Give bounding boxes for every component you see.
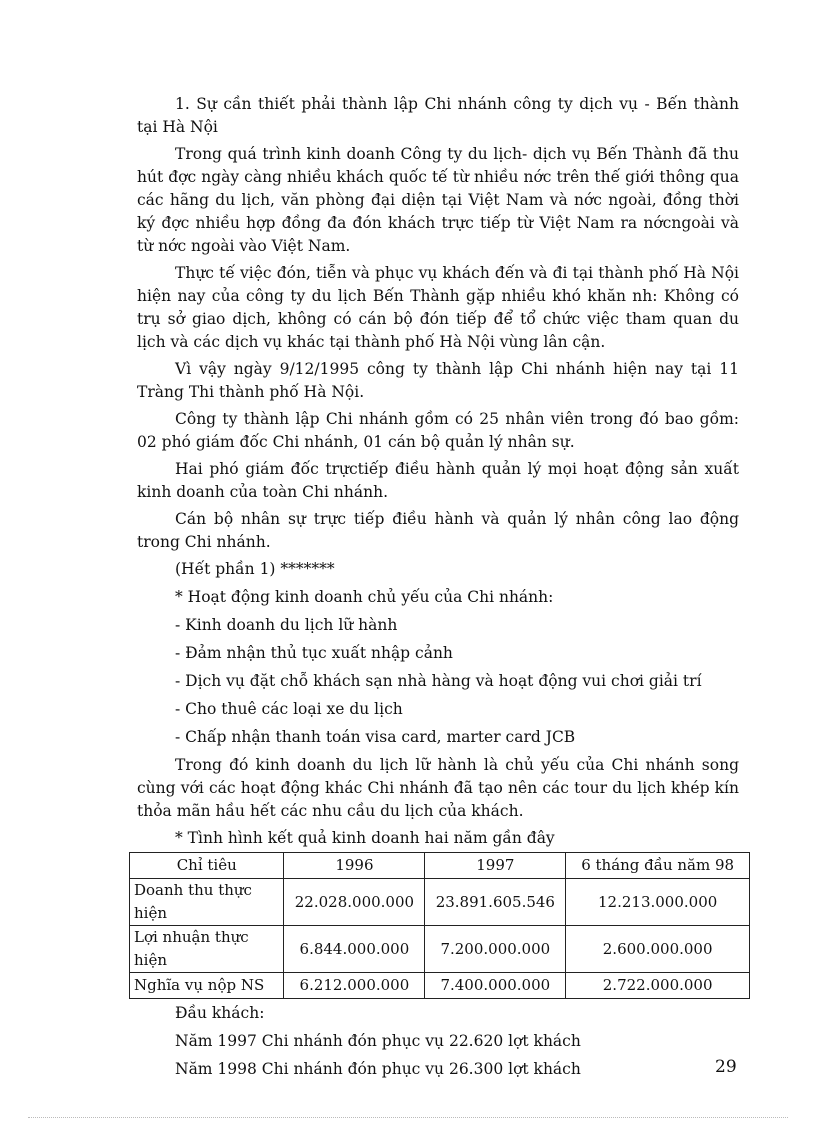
table-cell: Doanh thu thực hiện — [130, 879, 284, 926]
guest-count-line: Năm 1997 Chi nhánh đón phục vụ 22.620 lợt khách — [175, 1032, 581, 1050]
table-cell: 23.891.605.546 — [425, 879, 566, 926]
table-row — [130, 926, 750, 973]
table-header-cell: 1996 — [284, 853, 425, 879]
paragraph: Trong đó kinh doanh du lịch lữ hành là chủ yếu của Chi nhánh song cùng với các hoạt động khác Chi nhánh đã tạo nên các tour du lịch khép kín thỏa mãn hầu hết các nhu cầu du lịch của khách. — [137, 756, 739, 820]
list-item: - Kinh doanh du lịch lữ hành — [175, 616, 398, 634]
table-cell: 12.213.000.000 — [566, 879, 750, 926]
table-cell: 2.600.000.000 — [566, 926, 750, 973]
section-end-note: (Hết phần 1) ******* — [175, 560, 335, 578]
paragraph: Thực tế việc đón, tiễn và phục vụ khách đến và đi tại thành phố Hà Nội hiện nay của công ty du lịch Bến Thành gặp nhiều khó khăn nh: Không có trụ sở giao dịch, không có cán bộ đón tiếp để tổ chức việc tham quan du lịch và các dịch vụ khác tại thành phố Hà Nội vùng lân cận. — [137, 264, 739, 351]
table-header-cell: 1997 — [425, 853, 566, 879]
list-item: - Đảm nhận thủ tục xuất nhập cảnh — [175, 644, 453, 662]
table-row — [130, 973, 750, 999]
paragraph: Trong quá trình kinh doanh Công ty du lịch- dịch vụ Bến Thành đã thu hút đợc ngày càng nhiều khách quốc tế từ nhiều nớc trên thế giới thông qua các hãng du lịch, văn phòng đại diện tại Việt Nam và nớc ngoài, đồng thời ký đợc nhiều hợp đồng đa đón khách trực tiếp từ Việt Nam ra nớcngoài và từ nớc ngoài vào Việt Nam. — [137, 145, 739, 255]
paragraph: Hai phó giám đốc trựctiếp điều hành quản lý mọi hoạt động sản xuất kinh doanh của toàn Chi nhánh. — [137, 460, 739, 501]
paragraph: Vì vậy ngày 9/12/1995 công ty thành lập Chi nhánh hiện nay tại 11 Tràng Thi thành phố Hà Nội. — [137, 360, 739, 401]
list-item: - Dịch vụ đặt chỗ khách sạn nhà hàng và hoạt động vui chơi giải trí — [175, 672, 702, 690]
activities-heading: * Hoạt động kinh doanh chủ yếu của Chi nhánh: — [175, 588, 554, 606]
section-heading: 1. Sự cần thiết phải thành lập Chi nhánh công ty dịch vụ - Bến thành tại Hà Nội — [137, 95, 739, 136]
table-header-cell: 6 tháng đầu năm 98 — [566, 853, 750, 879]
table-title: * Tình hình kết quả kinh doanh hai năm gần đây — [175, 829, 555, 847]
table-cell: 2.722.000.000 — [566, 973, 750, 999]
paragraph: Cán bộ nhân sự trực tiếp điều hành và quản lý nhân công lao động trong Chi nhánh. — [137, 510, 739, 551]
results-table — [129, 852, 750, 999]
table-header-row — [130, 853, 750, 879]
table-cell: 6.212.000.000 — [284, 973, 425, 999]
table-cell: 7.200.000.000 — [425, 926, 566, 973]
table-cell: Nghĩa vụ nộp NS — [130, 973, 284, 999]
table-header-cell: Chỉ tiêu — [130, 853, 284, 879]
guests-heading: Đầu khách: — [175, 1004, 265, 1022]
list-item: - Cho thuê các loại xe du lịch — [175, 700, 403, 718]
guest-count-line: Năm 1998 Chi nhánh đón phục vụ 26.300 lợt khách — [175, 1060, 581, 1078]
list-item: - Chấp nhận thanh toán visa card, marter card JCB — [175, 728, 576, 746]
table-row — [130, 879, 750, 926]
table-cell: 6.844.000.000 — [284, 926, 425, 973]
page-body — [134, 93, 739, 1086]
bottom-divider — [28, 1117, 788, 1118]
table-cell: 7.400.000.000 — [425, 973, 566, 999]
table-cell: Lợi nhuận thực hiện — [130, 926, 284, 973]
page-number: 29 — [715, 1057, 737, 1077]
table-cell: 22.028.000.000 — [284, 879, 425, 926]
paragraph: Công ty thành lập Chi nhánh gồm có 25 nhân viên trong đó bao gồm: 02 phó giám đốc Chi nhánh, 01 cán bộ quản lý nhân sự. — [137, 410, 739, 451]
